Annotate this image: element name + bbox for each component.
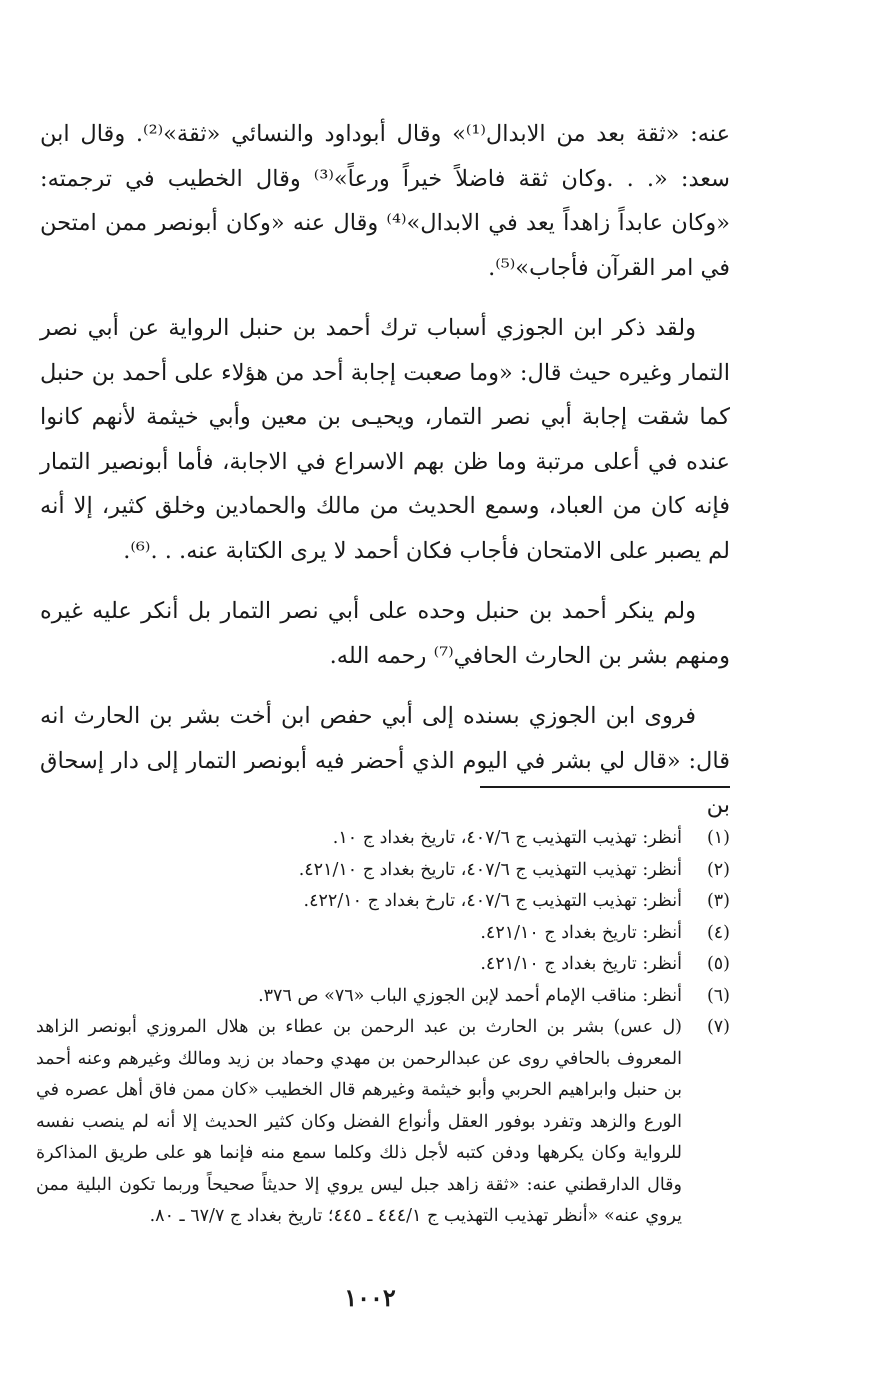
footnote-number: (٢)	[706, 859, 730, 880]
paragraph-1: عنه: «ثقة بعد من الابدال⁽¹⁾» وقال أبوداود والنسائي «ثقة»⁽²⁾. وقال ابن سعد: «. . .وكان ثقة فاضلاً خيراً ورعاً»⁽³⁾ وقال الخطيب في ترجمته: «وكان عابداً زاهداً يعد في الابدال»⁽⁴⁾ وقال عنه «وكان أبونصر ممن امتحن في امر القرآن فأجاب»⁽⁵⁾.	[40, 121, 731, 281]
footnote-number: (٧)	[706, 1017, 730, 1037]
footnote-6	[36, 981, 730, 1013]
footnote-number: (٥)	[706, 954, 730, 974]
paragraph-3: ولم ينكر أحمد بن حنبل وحده على أبي نصر التمار بل أنكر عليه غيره ومنهم بشر بن الحارث الحافي⁽⁷⁾ رحمه الله.	[40, 598, 730, 669]
footnote-3	[36, 886, 730, 918]
footnote-text: أنظر: تاريخ بغداد ج ٤٢١/١٠.	[480, 922, 682, 943]
footnote-separator	[480, 786, 730, 788]
footnote-text: أنظر: تهذيب التهذيب ج ٤٠٧/٦، تاريخ بغداد ج ١٠.	[332, 828, 682, 848]
footnote-5	[36, 949, 730, 981]
footnote-number: (٦)	[706, 985, 730, 1006]
footnote-text: أنظر: مناقب الإمام أحمد لإبن الجوزي الباب «٧٦» ص ٣٧٦.	[258, 985, 682, 1006]
footnote-1	[36, 823, 730, 855]
footnote-text: أنظر: تهذيب التهذيب ج ٤٠٧/٦، تاريخ بغداد ج ٤٢١/١٠.	[298, 859, 682, 880]
footnote-number: (٣)	[706, 891, 730, 911]
footnote-text: (ل عس) بشر بن الحارث بن عبد الرحمن بن عطاء بن هلال المروزي أبونصر الزاهد المعروف بالحافي روى عن عبدالرحمن بن مهدي وحماد بن زيد ومالك وغيرهم وعنه أحمد بن حنبل وابراهيم الحربي وأبو خيثمة وغيرهم قال الخطيب «كان ممن فاق أهل عصره في الورع والزهد وتفرد بوفور العقل وأنواع الفضل وكان كثير الحديث إلا أنه لم ينصب نفسه للرواية وكان يكرهها ودفن كتبه لأجل ذلك وكلما سمع منه فإنما هو على طريق المذاكرة وقال الدارقطني عنه: «ثقة زاهد جبل ليس يروي إلا حديثاً صحيحاً وربما تكون البلية ممن يروي عنه» «أنظر تهذيب التهذيب ج ٤٤٤/١ ـ ٤٤٥؛ تاريخ بغداد ج ٦٧/٧ ـ ٨٠.	[36, 1017, 682, 1226]
footnote-number: (١)	[706, 828, 730, 848]
footnote-4	[36, 918, 730, 950]
page-number: ١٠٠٢	[344, 1283, 396, 1312]
main-text	[40, 112, 730, 844]
footnote-text: أنظر: تاريخ بغداد ج ٤٢١/١٠.	[480, 954, 682, 974]
footnote-2	[36, 855, 730, 887]
footnote-7	[36, 1012, 730, 1233]
footnotes	[36, 823, 730, 1233]
paragraph-4: فروى ابن الجوزي بسنده إلى أبي حفص ابن أخت بشر بن الحارث انه قال: «قال لي بشر في اليوم الذي أحضر فيه أبونصر التمار إلى دار إسحاق بن	[40, 703, 730, 818]
paragraph-2: ولقد ذكر ابن الجوزي أسباب ترك أحمد بن حنبل الرواية عن أبي نصر التمار وغيره حيث قال: «وما صعبت إجابة أحد من هؤلاء على أحمد بن حنبل كما شقت إجابة أبي نصر التمار، ويحيـى بن معين وأبي خيثمة لأنهم كانوا عنده في أعلى مرتبة وما ظن بهم الاسراع في الاجابة، فأما أبونصير التمار فإنه كان من العباد، وسمع الحديث من مالك والحمادين وخلق كثير، إلا أنه لم يصبر على الامتحان فأجاب فكان أحمد لا يرى الكتابة عنه. . .⁽⁶⁾.	[40, 315, 730, 564]
footnote-text: أنظر: تهذيب التهذيب ج ٤٠٧/٦، تارخ بغداد ج ٤٢٢/١٠.	[303, 891, 682, 911]
footnote-number: (٤)	[706, 922, 730, 943]
